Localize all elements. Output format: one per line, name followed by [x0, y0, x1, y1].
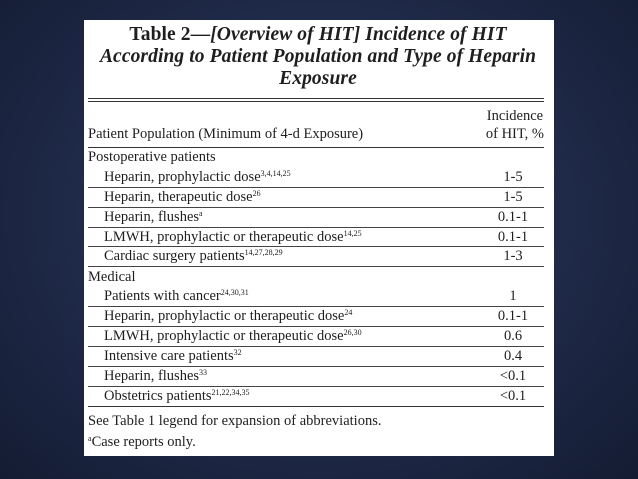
row-incidence: 0.6: [503, 327, 523, 344]
table-row: [88, 287, 544, 307]
section-row: [88, 267, 544, 287]
row-label: LMWH, prophylactic or therapeutic dose: [104, 327, 344, 344]
row-reference: 32: [233, 347, 242, 357]
row-label-group: [88, 388, 250, 405]
row-label: Obstetrics patients: [104, 387, 212, 404]
col-header-population: Patient Population (Minimum of 4-d Exposure): [88, 126, 364, 142]
row-reference: 14,25: [343, 228, 362, 238]
table-title: [92, 24, 544, 90]
row-reference: 26: [252, 188, 261, 198]
row-label-group: [88, 209, 203, 226]
row-label: Heparin, flushes: [104, 208, 200, 225]
row-incidence: 1-3: [503, 248, 523, 265]
row-incidence: 1: [509, 288, 517, 305]
table-title-italic: [Overview of HIT] Incidence of HIT According to Patient Population and Type of Heparin Exposure: [99, 24, 537, 89]
row-label-group: [88, 348, 242, 365]
table-row: [88, 387, 544, 407]
row-incidence: 0.1-1: [497, 208, 529, 225]
table-row: [88, 327, 544, 347]
row-label-group: [88, 248, 283, 265]
table-row: [88, 367, 544, 387]
note-case-reports: $^a$Case reports only.: [88, 433, 196, 450]
row-label: Patients with cancer: [104, 288, 221, 305]
row-label: LMWH, prophylactic or therapeutic dose: [104, 228, 344, 245]
row-label: Postoperative patients: [88, 149, 216, 166]
row-reference: 33: [199, 367, 208, 377]
col-header-incidence: Incidence of HIT, %: [485, 108, 544, 142]
row-label-group: [88, 229, 362, 246]
row-label: Heparin, therapeutic dose: [104, 188, 253, 205]
row-label: Heparin, prophylactic or therapeutic dose: [104, 308, 345, 325]
row-incidence: 0.1-1: [497, 308, 529, 325]
row-reference: 14,27,28,29: [244, 248, 283, 258]
table-row: [88, 228, 544, 248]
table-row: [88, 307, 544, 327]
row-incidence: 0.1-1: [497, 228, 529, 245]
row-reference: 3,4,14,25: [260, 168, 291, 178]
row-incidence: <0.1: [499, 367, 527, 384]
row-label: Heparin, flushes: [104, 367, 200, 384]
row-label-group: [88, 368, 207, 385]
table-row: [88, 188, 544, 208]
row-label-group: [88, 308, 352, 325]
row-label: Intensive care patients: [104, 347, 234, 364]
table-row: [88, 247, 544, 267]
row-incidence: 1-5: [503, 168, 523, 185]
table-row: [88, 168, 544, 188]
row-reference: 24,30,31: [220, 288, 249, 298]
table-title-prefix: Table 2—: [129, 24, 211, 45]
table-header: [88, 102, 544, 148]
table-row: [88, 347, 544, 367]
row-label-group: [88, 288, 249, 305]
row-reference: a: [199, 208, 203, 218]
row-reference: 26,30: [343, 327, 362, 337]
row-label-group: [88, 189, 261, 206]
row-incidence: 0.4: [503, 347, 523, 364]
table-row: [88, 208, 544, 228]
row-label: Heparin, prophylactic dose: [104, 168, 261, 185]
row-label-group: [88, 328, 362, 345]
section-row: [88, 148, 544, 168]
row-label: Medical: [88, 268, 136, 285]
table-card: [84, 20, 554, 456]
table-notes: [88, 411, 544, 453]
row-incidence: <0.1: [499, 387, 527, 404]
note-abbreviations: See Table 1 legend for expansion of abbreviations.: [88, 412, 382, 429]
row-label: Cardiac surgery patients: [104, 248, 245, 265]
table-body: [88, 148, 544, 407]
row-reference: 21,22,34,35: [211, 387, 250, 397]
row-incidence: 1-5: [503, 188, 523, 205]
row-reference: 24: [344, 308, 353, 318]
row-label-group: [88, 169, 291, 186]
